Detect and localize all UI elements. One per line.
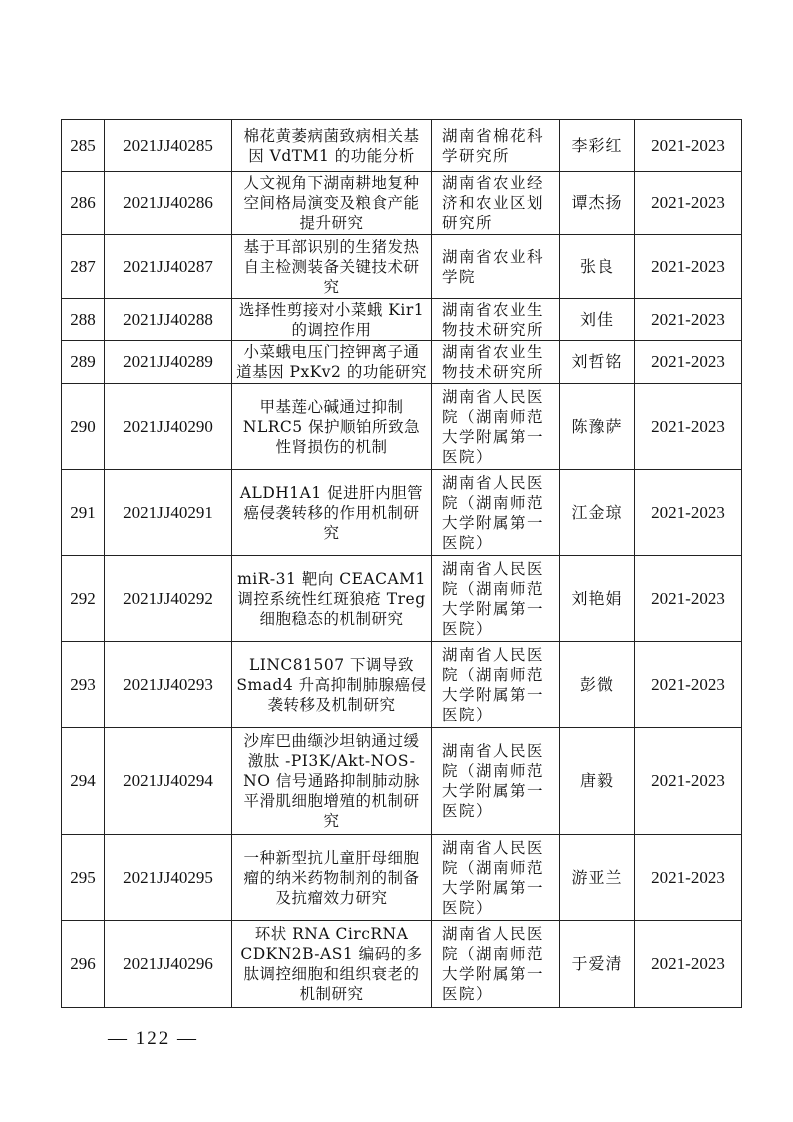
project-period-cell: 2021-2023 <box>635 235 742 299</box>
table-row <box>62 470 742 556</box>
table-row <box>62 835 742 921</box>
organization-cell: 湖南省人民医院（湖南师范大学附属第一医院） <box>432 921 560 1008</box>
project-period-cell: 2021-2023 <box>635 921 742 1008</box>
row-number-cell: 293 <box>62 642 105 728</box>
table-row <box>62 728 742 835</box>
project-code-cell: 2021JJ40295 <box>105 835 232 921</box>
table-row <box>62 921 742 1008</box>
row-number-cell: 285 <box>62 120 105 172</box>
table-row <box>62 120 742 172</box>
project-title-cell: 甲基莲心碱通过抑制 NLRC5 保护顺铂所致急性肾损伤的机制 <box>232 384 432 470</box>
project-period-cell: 2021-2023 <box>635 120 742 172</box>
row-number-cell: 296 <box>62 921 105 1008</box>
row-number-cell: 294 <box>62 728 105 835</box>
project-leader-cell: 彭微 <box>560 642 635 728</box>
project-code-cell: 2021JJ40293 <box>105 642 232 728</box>
project-title-cell: 人文视角下湖南耕地复种空间格局演变及粮食产能提升研究 <box>232 172 432 235</box>
project-period-cell: 2021-2023 <box>635 172 742 235</box>
project-code-cell: 2021JJ40296 <box>105 921 232 1008</box>
project-code-cell: 2021JJ40290 <box>105 384 232 470</box>
page-number: — 122 — <box>108 1028 198 1049</box>
project-period-cell: 2021-2023 <box>635 642 742 728</box>
organization-cell: 湖南省农业生物技术研究所 <box>432 299 560 341</box>
project-table-container <box>61 119 741 1008</box>
project-leader-cell: 张良 <box>560 235 635 299</box>
organization-cell: 湖南省人民医院（湖南师范大学附属第一医院） <box>432 642 560 728</box>
project-period-cell: 2021-2023 <box>635 556 742 642</box>
project-title-cell: miR-31 靶向 CEACAM1 调控系统性红斑狼疮 Treg 细胞稳态的机制研究 <box>232 556 432 642</box>
project-title-cell: 选择性剪接对小菜蛾 Kir1 的调控作用 <box>232 299 432 341</box>
row-number-cell: 288 <box>62 299 105 341</box>
project-code-cell: 2021JJ40288 <box>105 299 232 341</box>
project-code-cell: 2021JJ40289 <box>105 341 232 384</box>
row-number-cell: 295 <box>62 835 105 921</box>
table-row <box>62 299 742 341</box>
organization-cell: 湖南省人民医院（湖南师范大学附属第一医院） <box>432 384 560 470</box>
table-row <box>62 384 742 470</box>
project-period-cell: 2021-2023 <box>635 835 742 921</box>
organization-cell: 湖南省人民医院（湖南师范大学附属第一医院） <box>432 556 560 642</box>
project-code-cell: 2021JJ40286 <box>105 172 232 235</box>
project-title-cell: 小菜蛾电压门控钾离子通道基因 PxKv2 的功能研究 <box>232 341 432 384</box>
project-code-cell: 2021JJ40291 <box>105 470 232 556</box>
project-title-cell: 基于耳部识别的生猪发热自主检测装备关键技术研究 <box>232 235 432 299</box>
project-code-cell: 2021JJ40292 <box>105 556 232 642</box>
organization-cell: 湖南省农业生物技术研究所 <box>432 341 560 384</box>
organization-cell: 湖南省人民医院（湖南师范大学附属第一医院） <box>432 728 560 835</box>
organization-cell: 湖南省农业经济和农业区划研究所 <box>432 172 560 235</box>
project-period-cell: 2021-2023 <box>635 728 742 835</box>
project-code-cell: 2021JJ40287 <box>105 235 232 299</box>
project-code-cell: 2021JJ40294 <box>105 728 232 835</box>
project-title-cell: 棉花黄萎病菌致病相关基因 VdTM1 的功能分析 <box>232 120 432 172</box>
project-title-cell: 环状 RNA CircRNA CDKN2B-AS1 编码的多肽调控细胞和组织衰老的机制研究 <box>232 921 432 1008</box>
project-title-cell: LINC81507 下调导致 Smad4 升高抑制肺腺癌侵袭转移及机制研究 <box>232 642 432 728</box>
project-period-cell: 2021-2023 <box>635 384 742 470</box>
organization-cell: 湖南省棉花科学研究所 <box>432 120 560 172</box>
project-leader-cell: 游亚兰 <box>560 835 635 921</box>
table-row <box>62 235 742 299</box>
project-leader-cell: 刘艳娟 <box>560 556 635 642</box>
table-row <box>62 341 742 384</box>
project-leader-cell: 谭杰扬 <box>560 172 635 235</box>
row-number-cell: 292 <box>62 556 105 642</box>
project-leader-cell: 江金琼 <box>560 470 635 556</box>
row-number-cell: 289 <box>62 341 105 384</box>
project-leader-cell: 刘佳 <box>560 299 635 341</box>
organization-cell: 湖南省农业科学院 <box>432 235 560 299</box>
project-table <box>61 119 742 1008</box>
row-number-cell: 287 <box>62 235 105 299</box>
project-leader-cell: 陈豫萨 <box>560 384 635 470</box>
project-title-cell: ALDH1A1 促进肝内胆管癌侵袭转移的作用机制研究 <box>232 470 432 556</box>
project-leader-cell: 刘哲铭 <box>560 341 635 384</box>
project-title-cell: 一种新型抗儿童肝母细胞瘤的纳米药物制剂的制备及抗瘤效力研究 <box>232 835 432 921</box>
table-row <box>62 556 742 642</box>
project-leader-cell: 于爱清 <box>560 921 635 1008</box>
row-number-cell: 286 <box>62 172 105 235</box>
row-number-cell: 291 <box>62 470 105 556</box>
project-table-body <box>62 120 742 1008</box>
table-row <box>62 642 742 728</box>
project-title-cell: 沙库巴曲缬沙坦钠通过缓激肽 -PI3K/Akt-NOS-NO 信号通路抑制肺动脉平滑肌细胞增殖的机制研究 <box>232 728 432 835</box>
project-leader-cell: 李彩红 <box>560 120 635 172</box>
project-code-cell: 2021JJ40285 <box>105 120 232 172</box>
project-leader-cell: 唐毅 <box>560 728 635 835</box>
table-row <box>62 172 742 235</box>
project-period-cell: 2021-2023 <box>635 470 742 556</box>
project-period-cell: 2021-2023 <box>635 299 742 341</box>
project-period-cell: 2021-2023 <box>635 341 742 384</box>
organization-cell: 湖南省人民医院（湖南师范大学附属第一医院） <box>432 470 560 556</box>
row-number-cell: 290 <box>62 384 105 470</box>
organization-cell: 湖南省人民医院（湖南师范大学附属第一医院） <box>432 835 560 921</box>
